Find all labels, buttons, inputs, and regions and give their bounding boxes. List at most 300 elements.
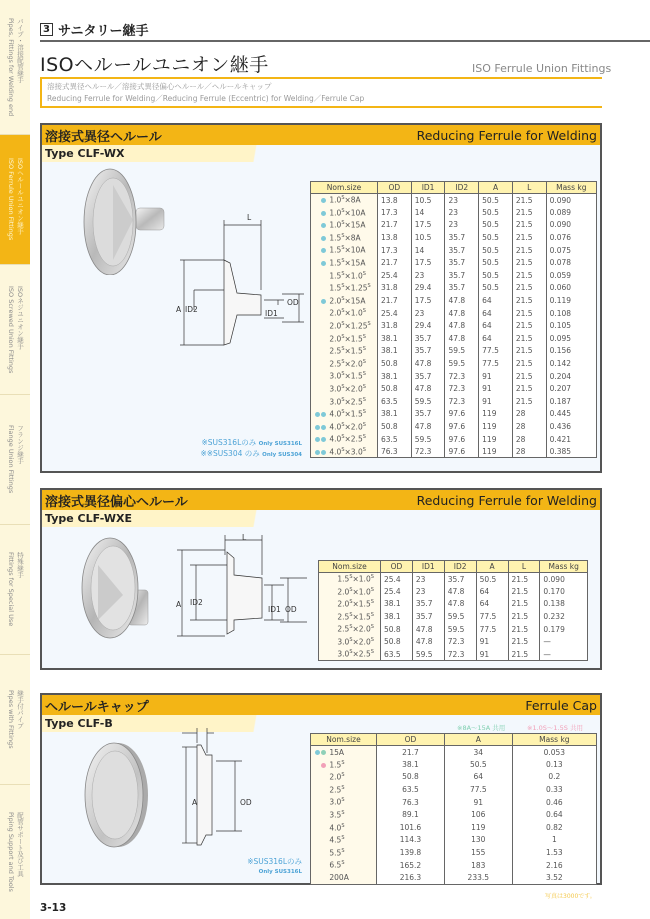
panel-header [42,490,600,510]
cell-l: 21.5 [508,598,540,611]
side-tab-iso-screwed[interactable] [0,265,30,395]
side-tab-iso-ferrule[interactable] [0,135,30,265]
cell-id2: 72.3 [444,635,476,648]
cell-nom-size: $1.0^S\times 8A$ [311,194,378,207]
cell-nom-size: $4.0^S\times 3.0^S$ [311,445,378,458]
cell-id2: 59.5 [444,623,476,636]
cell-a: 50.5 [444,758,512,771]
cell-id1: 72.3 [411,445,445,458]
cell-nom-size: $2.0^S\times 1.5^S$ [319,598,381,611]
side-tab-label: ISOネジユニオン継手 ISO Screwed Union Fittings [7,285,24,374]
cell-nom-size: $1.5^S\times 1.25^S$ [311,282,378,295]
spec-table-wxe [318,560,588,661]
dim-label-a: A [192,798,198,807]
cell-nom-size: $2.5^S\times 1.5^S$ [311,345,378,358]
col-header: L [508,561,540,573]
table-row [311,783,597,796]
cell-id2: 23 [445,219,479,232]
cell-id2: 59.5 [444,610,476,623]
cell-mass: 0.187 [546,395,596,408]
table-row [311,269,597,282]
cell-id2: 59.5 [445,345,479,358]
dim-label-l: L [242,533,247,542]
table-row [311,231,597,244]
cell-id1: 47.8 [412,623,444,636]
dim-label-a: A [176,305,182,314]
cell-od: 31.8 [378,282,412,295]
cell-id2: 35.7 [445,282,479,295]
col-header: L [512,182,546,194]
cell-id1: 29.4 [411,282,445,295]
cell-id2: 35.7 [445,256,479,269]
material-note-cap [212,857,302,877]
cell-id2: 97.6 [445,445,479,458]
table-row [311,206,597,219]
cell-mass: 0.138 [540,598,588,611]
type-label: Type CLF-WX [42,145,282,162]
cell-od: 25.4 [381,585,413,598]
marker-dot-icon [321,248,326,253]
cell-mass: 0.108 [546,307,596,320]
cell-od: 38.1 [381,610,413,623]
cell-mass: 0.207 [546,382,596,395]
cell-od: 38.1 [378,332,412,345]
cell-l: 21.5 [512,307,546,320]
cell-od: 114.3 [377,834,445,847]
marker-dot-icon [315,450,320,455]
cell-mass: 0.179 [540,623,588,636]
note-sus316l: ※SUS316Lのみ Only SUS316L [201,438,302,447]
cell-od: 38.1 [377,758,445,771]
cell-id1: 14 [411,206,445,219]
table-row [311,771,597,784]
table-row [311,194,597,207]
cell-mass: 0.445 [546,408,596,421]
cell-od: 63.5 [378,395,412,408]
table-row [311,746,597,759]
table-row [319,573,588,586]
table-row [311,846,597,859]
side-tab-piping-support[interactable] [0,785,30,919]
cell-l: 21.5 [508,610,540,623]
cell-a: 64 [476,585,508,598]
table-row [311,219,597,232]
table-row [311,244,597,257]
cell-a: 77.5 [479,357,513,370]
table-row [311,370,597,383]
dim-label-l: L [247,213,252,222]
cell-a: 50.5 [479,219,513,232]
cell-a: 64 [476,598,508,611]
side-tab-label: 継手付パイプ Pipes with Fittings [7,690,24,749]
cell-mass: 0.142 [546,357,596,370]
col-header: Nom.size [311,734,377,746]
cell-id1: 35.7 [411,408,445,421]
cell-mass: 0.095 [546,332,596,345]
cell-l: 21.5 [512,319,546,332]
cell-id2: 47.8 [445,294,479,307]
col-header: ID1 [412,561,444,573]
cell-nom-size: $1.5^S\times 1.0^S$ [311,269,378,282]
table-row [319,623,588,636]
cell-nom-size: $4.0^S\times 2.5^S$ [311,433,378,446]
cell-od: 89.1 [377,808,445,821]
side-tab-pipes-with-fittings[interactable] [0,655,30,785]
col-header: Mass kg [540,561,588,573]
cell-a: 119 [479,408,513,421]
cell-mass: 0.436 [546,420,596,433]
cell-l: 21.5 [512,332,546,345]
col-header: ID2 [444,561,476,573]
cell-nom-size: $3.0^S\times 2.0^S$ [311,382,378,395]
panel-title-jp: 溶接式異径偏心ヘルール [45,494,188,510]
dim-label-od: OD [285,605,297,614]
table-row [311,408,597,421]
cell-nom-size: $4.0^S$ [311,821,377,834]
cell-a: 77.5 [476,623,508,636]
table-row [311,808,597,821]
cell-id1: 35.7 [411,370,445,383]
cell-id2: 72.3 [445,395,479,408]
cell-id1: 47.8 [412,635,444,648]
cell-a: 130 [444,834,512,847]
cell-mass: 0.059 [546,269,596,282]
cell-id1: 10.5 [411,231,445,244]
cell-id2: 72.3 [445,370,479,383]
page-title-en: ISO Ferrule Union Fittings [472,62,612,75]
cell-id1: 47.8 [411,357,445,370]
marker-dot-icon [321,198,326,203]
cell-id2: 97.6 [445,433,479,446]
cell-mass: 0.060 [546,282,596,295]
cell-od: 63.5 [377,783,445,796]
cell-id1: 23 [411,269,445,282]
cell-nom-size: $4.5^S$ [311,834,377,847]
cell-od: 50.8 [381,623,413,636]
technical-drawing-wx [172,215,317,355]
side-tab-pipes-fittings[interactable] [0,0,30,135]
cell-a: 155 [444,846,512,859]
marker-dot-icon [315,425,320,430]
cell-l: 28 [512,445,546,458]
cell-mass: 0.078 [546,256,596,269]
cell-nom-size: $1.0^S\times 10A$ [311,206,378,219]
cell-od: 21.7 [378,294,412,307]
cell-od: 50.8 [378,382,412,395]
cell-id1: 17.5 [411,294,445,307]
side-tab-label: 配管サポート及び工具 Piping Support and Tools [7,812,24,892]
cell-nom-size: $3.0^S\times 2.5^S$ [311,395,378,408]
side-tab-special-use[interactable] [0,525,30,655]
cell-nom-size: $2.0^S\times 1.0^S$ [311,307,378,320]
cell-od: 50.8 [378,357,412,370]
cell-mass: 0.090 [546,219,596,232]
cell-mass: 0.82 [512,821,596,834]
cell-id2: 72.3 [444,648,476,661]
cell-l: 21.5 [508,635,540,648]
product-photo-ferrule-cap [82,740,152,850]
cell-nom-size: $3.0^S\times 1.5^S$ [311,370,378,383]
cell-a: 64 [479,332,513,345]
cell-mass: 0.64 [512,808,596,821]
cell-od: 25.4 [381,573,413,586]
table-row [311,294,597,307]
cell-id2: 47.8 [444,598,476,611]
cell-id1: 17.5 [411,256,445,269]
panel-clf-b [40,693,602,885]
cell-l: 21.5 [512,345,546,358]
note-sus316l-en: Only SUS316L [258,869,302,875]
cell-id1: 35.7 [411,332,445,345]
cell-od: 17.3 [378,244,412,257]
marker-dot-icon [315,437,320,442]
col-header: Nom.size [319,561,381,573]
table-body [319,573,588,661]
section-number: 3 [40,23,53,36]
cell-nom-size: $1.5^S\times 1.0^S$ [319,573,381,586]
side-tab-label: フランジ継手 Flange Union Fittings [7,425,24,494]
col-header: Nom.size [311,182,378,194]
cell-a: 64 [479,319,513,332]
panel-header [42,125,600,145]
cell-a: 91 [476,648,508,661]
cell-id2: 47.8 [445,307,479,320]
cell-mass: 0.204 [546,370,596,383]
cell-a: 64 [479,307,513,320]
table-row [311,319,597,332]
cell-od: 31.8 [378,319,412,332]
cell-a: 91 [444,796,512,809]
cell-od: 21.7 [377,746,445,759]
spec-table-wx [310,181,597,458]
cell-id2: 97.6 [445,408,479,421]
cell-od: 50.8 [381,635,413,648]
panel-title-en: Reducing Ferrule for Welding [416,492,597,508]
cell-id1: 23 [411,307,445,320]
col-header: A [444,734,512,746]
col-header: OD [377,734,445,746]
product-photo-reducing-ferrule [78,165,168,275]
cell-od: 17.3 [378,206,412,219]
cell-mass: 1 [512,834,596,847]
cell-od: 38.1 [378,370,412,383]
cell-l: 28 [512,408,546,421]
marker-dot-icon [321,299,326,304]
cell-od: 216.3 [377,871,445,884]
cell-nom-size: $4.0^S\times 2.0^S$ [311,420,378,433]
col-header: Mass kg [546,182,596,194]
cell-nom-size: $2.5^S\times 2.0^S$ [319,623,381,636]
cell-a: 34 [444,746,512,759]
table-row [311,307,597,320]
cell-a: 119 [479,420,513,433]
cell-l: 21.5 [512,357,546,370]
cell-id1: 35.7 [412,598,444,611]
cell-mass: 0.090 [540,573,588,586]
col-header: A [479,182,513,194]
cell-a: 119 [479,433,513,446]
cell-od: 38.1 [378,408,412,421]
cell-od: 13.8 [378,231,412,244]
cell-mass: 0.33 [512,783,596,796]
side-index [0,0,30,919]
panel-header [42,695,600,715]
cell-nom-size: 200A [311,871,377,884]
marker-dot-icon [315,750,320,755]
cell-a: 50.5 [476,573,508,586]
cell-id2: 47.8 [445,332,479,345]
cell-a: 119 [479,445,513,458]
cell-id2: 35.7 [445,269,479,282]
table-body [311,194,597,458]
table-header-row [311,734,597,746]
side-tab-label: ISOヘルールユニオン継手 ISO Ferrule Union Fittings [7,158,24,241]
cell-a: 183 [444,859,512,872]
cell-nom-size: $2.0^S\times 15A$ [311,294,378,307]
marker-dot-icon [321,437,326,442]
cell-a: 50.5 [479,206,513,219]
panel-title-en: Reducing Ferrule for Welding [416,127,597,143]
technical-drawing-wxe [172,530,312,650]
cell-mass: 0.105 [546,319,596,332]
cell-nom-size: $2.5^S\times 2.0^S$ [311,357,378,370]
table-row [319,598,588,611]
cell-a: 91 [479,395,513,408]
cell-a: 50.5 [479,269,513,282]
cell-id2: 59.5 [445,357,479,370]
cell-mass: 1.53 [512,846,596,859]
side-tab-label: パイプ・溶接配管継手 Pipes, Fittings for Welding end [7,17,24,117]
cell-nom-size: $1.0^S\times 15A$ [311,219,378,232]
cell-a: 50.5 [479,282,513,295]
section-title: サニタリー継手 [58,24,149,39]
marker-dot-icon [321,236,326,241]
cell-id2: 72.3 [445,382,479,395]
table-row [311,834,597,847]
table-body [311,746,597,885]
cell-nom-size: $1.5^S\times 8A$ [311,231,378,244]
cell-nom-size: $2.0^S\times 1.0^S$ [319,585,381,598]
header-rule [40,40,650,42]
table-row [311,382,597,395]
cell-mass: 0.089 [546,206,596,219]
table-header-row [319,561,588,573]
cell-mass: 0.119 [546,294,596,307]
cell-nom-size: $2.0^S\times 1.25^S$ [311,319,378,332]
cell-l: 21.5 [512,382,546,395]
marker-dot-icon [321,261,326,266]
col-header: OD [381,561,413,573]
table-row [311,758,597,771]
legend-1s-15s: ※1.0S～1.5S 共用 [527,724,583,732]
cell-l: 21.5 [508,573,540,586]
cell-mass: 0.46 [512,796,596,809]
table-row [311,871,597,884]
panel-clf-wx [40,123,602,473]
table-row [311,256,597,269]
cell-l: 21.5 [508,623,540,636]
side-tab-flange[interactable] [0,395,30,525]
table-row [311,357,597,370]
cell-od: 38.1 [381,598,413,611]
dim-label-id1: ID1 [268,605,281,614]
cell-l: 21.5 [512,294,546,307]
cell-id1: 14 [411,244,445,257]
cell-id1: 59.5 [411,395,445,408]
cell-l: 21.5 [512,395,546,408]
cell-id2: 47.8 [445,319,479,332]
section-label [40,20,148,39]
cell-id1: 10.5 [411,194,445,207]
cell-a: 91 [479,382,513,395]
material-notes [182,438,302,460]
cell-id2: 23 [445,206,479,219]
cell-mass: 0.076 [546,231,596,244]
dim-label-id1: ID1 [265,309,278,318]
cell-l: 28 [512,420,546,433]
col-header: Mass kg [512,734,596,746]
cell-nom-size: $3.5^S$ [311,808,377,821]
cell-od: 38.1 [378,345,412,358]
panel-title-jp: 溶接式異径ヘルール [45,129,162,145]
cell-l: 21.5 [512,206,546,219]
cell-a: 233.5 [444,871,512,884]
col-header: A [476,561,508,573]
cell-od: 165.2 [377,859,445,872]
cell-mass: 0.156 [546,345,596,358]
cell-id2: 35.7 [444,573,476,586]
cell-id2: 47.8 [444,585,476,598]
cell-l: 21.5 [508,648,540,661]
cell-l: 21.5 [512,282,546,295]
cell-id2: 35.7 [445,244,479,257]
cell-id1: 23 [412,573,444,586]
subtitle-box [40,77,602,108]
page-number: 3-13 [40,902,67,914]
dim-label-od: OD [287,298,299,307]
cell-mass: 3.52 [512,871,596,884]
panel-title-en: Ferrule Cap [525,697,597,713]
cell-l: 21.5 [512,370,546,383]
table-row [311,420,597,433]
cell-id2: 97.6 [445,420,479,433]
cell-mass: 0.053 [512,746,596,759]
cell-id1: 17.5 [411,219,445,232]
marker-dot-icon [321,750,326,755]
cell-od: 25.4 [378,269,412,282]
cell-mass: 0.075 [546,244,596,257]
cell-nom-size: $3.0^S$ [311,796,377,809]
cell-id1: 59.5 [411,433,445,446]
cell-od: 50.8 [378,420,412,433]
cell-a: 64 [479,294,513,307]
cell-nom-size: $3.0^S\times 2.0^S$ [319,635,381,648]
cell-id1: 35.7 [412,610,444,623]
cell-nom-size: $1.5^S\times 10A$ [311,244,378,257]
cell-l: 21.5 [512,269,546,282]
cell-a: 119 [444,821,512,834]
page-title: ISOヘルールユニオン継手 [40,54,269,76]
cell-l: 21.5 [512,256,546,269]
table-row [319,648,588,661]
cell-a: 91 [476,635,508,648]
marker-dot-icon [315,412,320,417]
table-row [319,610,588,623]
marker-dot-icon [321,223,326,228]
table-row [319,585,588,598]
table-row [311,345,597,358]
cell-l: 21.5 [512,219,546,232]
